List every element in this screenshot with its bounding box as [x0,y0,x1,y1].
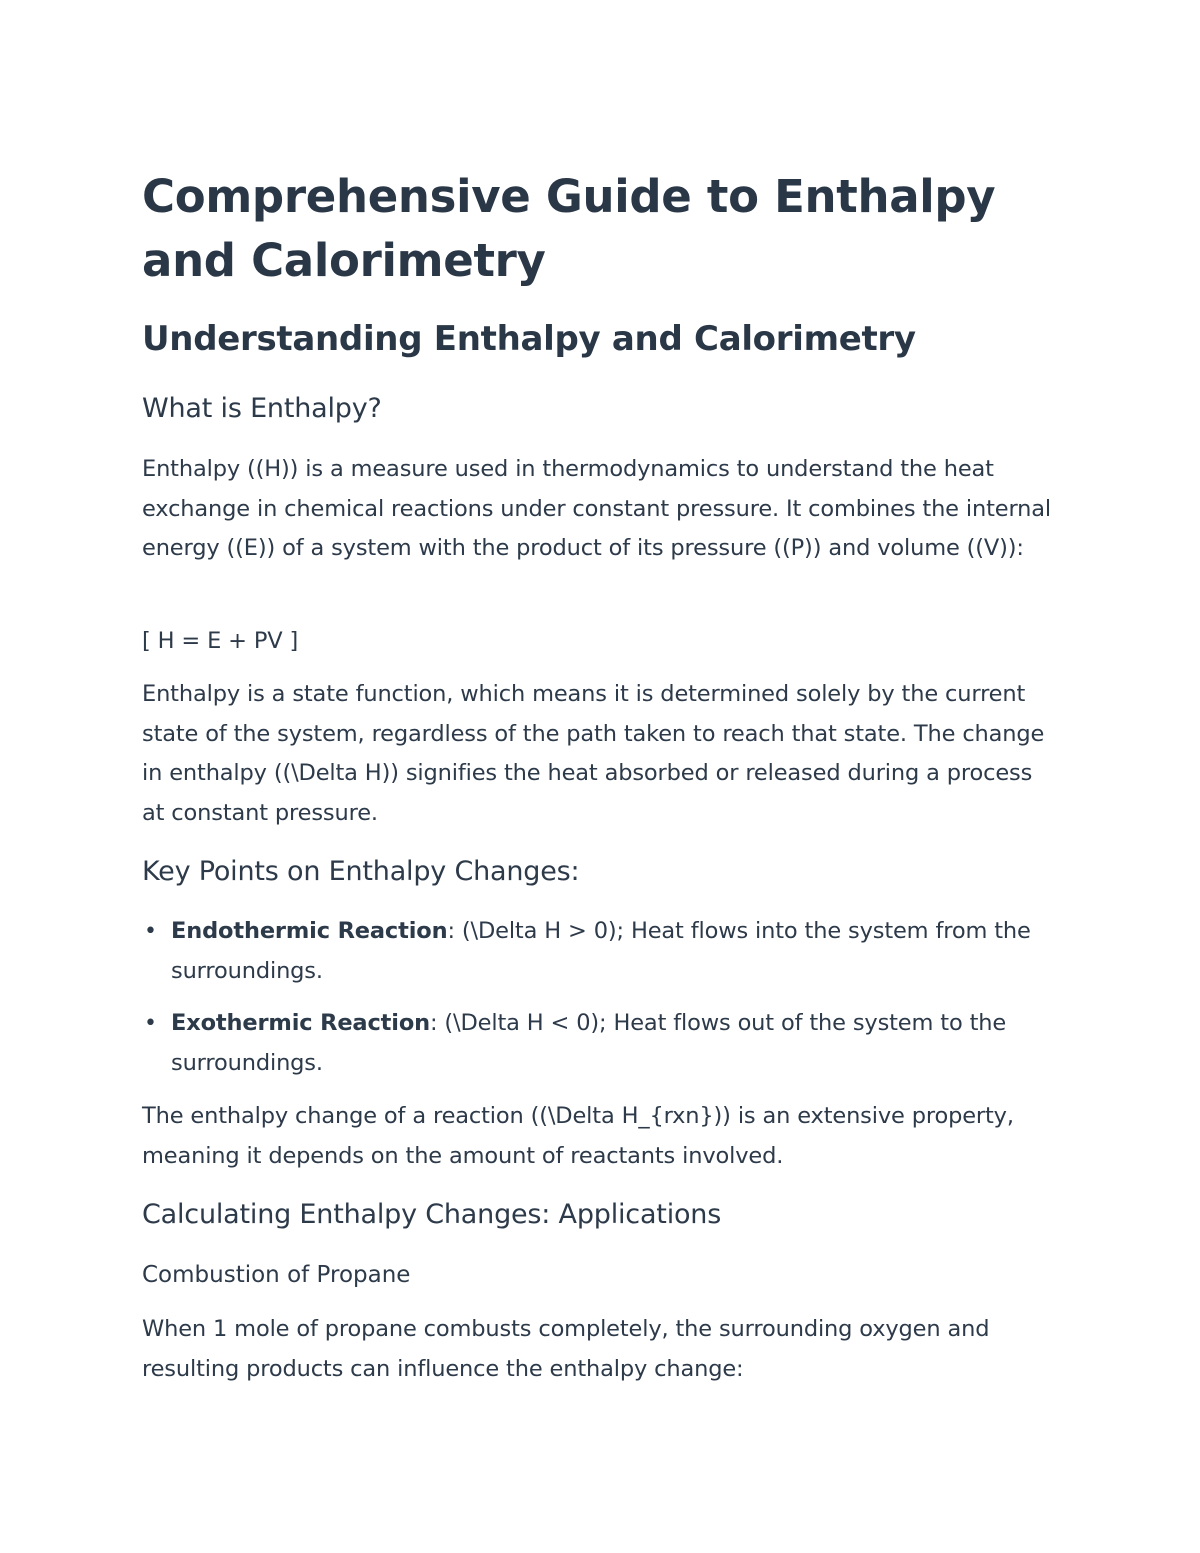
key-points-list [142,912,1057,1084]
bullet-icon: • [144,1011,157,1037]
applications-heading: Calculating Enthalpy Changes: Applications [142,1199,722,1230]
list-item-endothermic [142,912,1057,991]
propane-combustion-paragraph: When 1 mole of propane combusts completely, the surrounding oxygen and resulting products can influence the enthalpy change: [142,1316,990,1382]
enthalpy-definition-paragraph: Enthalpy ((H)) is a measure used in thermodynamics to understand the heat exchange in chemical reactions under constant pressure. It combines the internal energy ((E)) of a system with the product of its pressure ((P)) and volume ((V)): [142,456,1052,562]
bullet-icon: • [144,919,157,944]
section-heading: Understanding Enthalpy and Calorimetry [142,319,916,359]
list-item-exothermic [142,1004,1057,1083]
exothermic-description: : (\Delta H < 0); Heat flows out of the system to the surroundings. [171,1010,1007,1077]
combustion-of-propane-heading: Combustion of Propane [142,1262,411,1288]
state-function-paragraph: Enthalpy is a state function, which means it is determined solely by the current state of the system, regardless of the path taken to reach that state. The change in enthalpy ((\Delta H)) signifies the heat absorbed or released during a process at constant pressure. [142,681,1045,827]
extensive-property-paragraph: The enthalpy change of a reaction ((\Delta H_{rxn})) is an extensive property, meaning it depends on the amount of reactants involved. [142,1103,1014,1169]
what-is-enthalpy-heading: What is Enthalpy? [142,393,382,424]
endothermic-term: Endothermic Reaction [171,918,448,944]
key-points-heading: Key Points on Enthalpy Changes: [142,856,580,887]
exothermic-term: Exothermic Reaction [171,1010,430,1037]
endothermic-description: : (\Delta H > 0); Heat flows into the system from the surroundings. [171,918,1031,984]
enthalpy-formula: [ H = E + PV ] [142,628,299,654]
document-title: Comprehensive Guide to Enthalpy and Calorimetry [142,170,996,287]
